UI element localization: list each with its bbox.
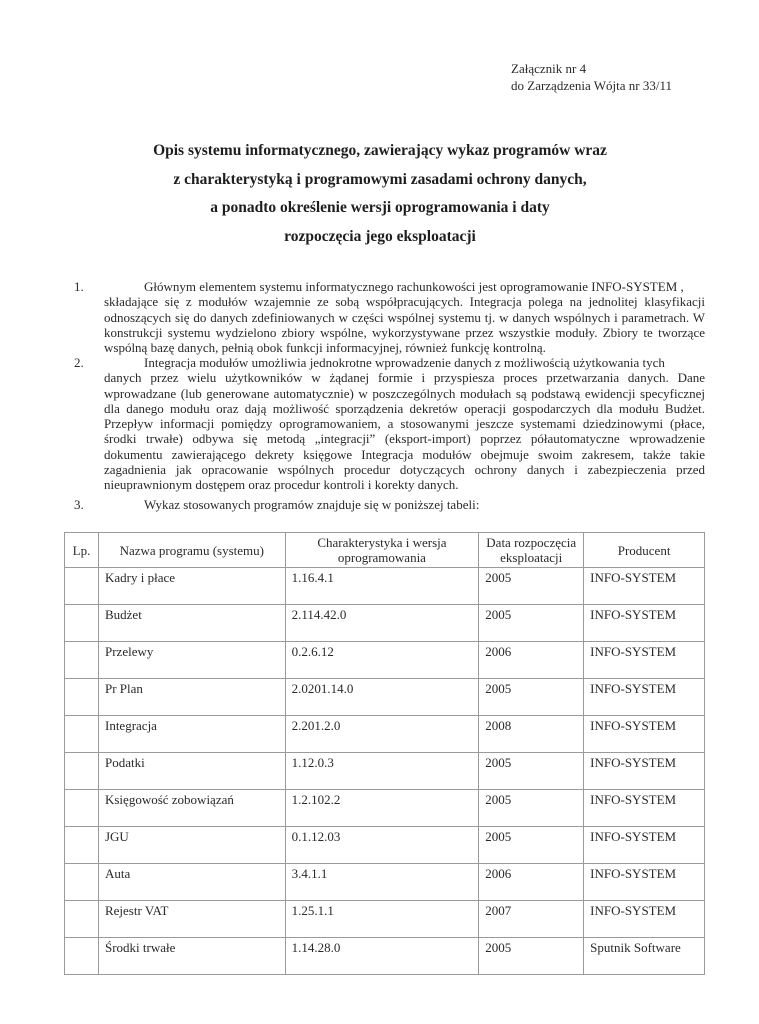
cell-program-name: Rejestr VAT <box>98 901 285 938</box>
cell-start-date: 2006 <box>479 642 584 679</box>
annex-line-1: Załącznik nr 4 <box>511 61 587 76</box>
cell-producer: INFO-SYSTEM <box>584 568 705 605</box>
table-row <box>65 605 705 642</box>
annex-line-2: do Zarządzenia Wójta nr 33/11 <box>511 78 672 93</box>
cell-start-date: 2005 <box>479 753 584 790</box>
paragraph-number: 1. <box>74 279 84 294</box>
cell-program-name: Budżet <box>98 605 285 642</box>
table-row <box>65 642 705 679</box>
cell-version: 2.201.2.0 <box>285 716 479 753</box>
title-line-2: z charakterystyką i programowymi zasadami ochrony danych, <box>173 170 587 188</box>
paragraph-text: składające się z modułów wzajemnie ze sobą współpracujących. Integracja polega na jednolitej klasyfikacji odnoszących się do danych zdefiniowanych w części wspólnej systemu tj. w danych wspólnych i parametrach. W konstrukcji systemu wydzielono zbiory wspólne, wykorzystywane przez wszystkie moduły. Zbiory te tworzące wspólną bazę danych, pełnią obok funkcji informacyjnej, również funkcję kontrolną. <box>104 294 705 356</box>
cell-version: 0.2.6.12 <box>285 642 479 679</box>
header-version: Charakterystyka i wersja oprogramowania <box>285 533 479 568</box>
paragraph-text: danych przez wielu użytkowników w żądanej formie i przyspiesza proces przetwarzania danych. Dane wprowadzane (lub generowane automatycznie) w poszczególnych modułach są podstawą ewidencji specyficznej dla danego modułu oraz dają możliwość sporządzenia dekretów operacji gospodarczych dla modułu Budżet. Przepływ informacji pomiędzy oprogramowaniem, a stosowanymi jeszcze systemami dziedzinowymi (płace, środki trwałe) odbywa się metodą „integracji” (eksport-import) poprzez półautomatyczne wprowadzenie dokumentu zawierającego dekrety księgowe Integracja modułów obejmuje swoim zakresem, także takie zagadnienia jak opracowanie wspólnych procedur dotyczących ochrony danych i zabezpieczenia przed nieuprawnionym dostępem oraz procedur kontroli i korekty danych. <box>104 370 705 493</box>
cell-program-name: Podatki <box>98 753 285 790</box>
cell-lp <box>65 790 99 827</box>
cell-version: 1.16.4.1 <box>285 568 479 605</box>
cell-lp <box>65 716 99 753</box>
cell-producer: INFO-SYSTEM <box>584 790 705 827</box>
cell-producer: INFO-SYSTEM <box>584 827 705 864</box>
table-row <box>65 790 705 827</box>
title-line-4: rozpoczęcia jego eksploatacji <box>284 227 476 245</box>
cell-producer: INFO-SYSTEM <box>584 864 705 901</box>
cell-program-name: JGU <box>98 827 285 864</box>
cell-producer: INFO-SYSTEM <box>584 716 705 753</box>
cell-lp <box>65 568 99 605</box>
header-start-date: Data rozpoczęcia eksploatacji <box>479 533 584 568</box>
table-row <box>65 827 705 864</box>
cell-program-name: Przelewy <box>98 642 285 679</box>
annex-reference <box>511 60 672 94</box>
cell-producer: INFO-SYSTEM <box>584 753 705 790</box>
table-row <box>65 901 705 938</box>
cell-version: 1.25.1.1 <box>285 901 479 938</box>
paragraph-first-line: Integracja modułów umożliwia jednokrotne wprowadzenie danych z możliwością użytkowania tych <box>144 355 665 370</box>
cell-version: 2.0201.14.0 <box>285 679 479 716</box>
header-lp: Lp. <box>65 533 99 568</box>
table-row <box>65 864 705 901</box>
cell-start-date: 2005 <box>479 679 584 716</box>
table-row <box>65 568 705 605</box>
paragraph-number: 2. <box>74 355 84 370</box>
cell-version: 1.2.102.2 <box>285 790 479 827</box>
cell-program-name: Auta <box>98 864 285 901</box>
cell-version: 2.114.42.0 <box>285 605 479 642</box>
paragraph-number: 3. <box>74 497 84 512</box>
paragraph-2 <box>74 355 705 493</box>
cell-lp <box>65 901 99 938</box>
table-row <box>65 716 705 753</box>
paragraph-3 <box>74 497 705 512</box>
cell-producer: INFO-SYSTEM <box>584 679 705 716</box>
cell-program-name: Kadry i płace <box>98 568 285 605</box>
cell-lp <box>65 938 99 975</box>
paragraph-first-line: Wykaz stosowanych programów znajduje się w poniższej tabeli: <box>144 497 480 512</box>
header-producer: Producent <box>584 533 705 568</box>
header-program-name: Nazwa programu (systemu) <box>98 533 285 568</box>
cell-version: 0.1.12.03 <box>285 827 479 864</box>
cell-producer: INFO-SYSTEM <box>584 605 705 642</box>
paragraph-first-line: Głównym elementem systemu informatycznego rachunkowości jest oprogramowanie INFO-SYSTEM , <box>144 279 684 294</box>
table-row <box>65 753 705 790</box>
cell-lp <box>65 605 99 642</box>
cell-program-name: Księgowość zobowiązań <box>98 790 285 827</box>
cell-program-name: Integracja <box>98 716 285 753</box>
cell-lp <box>65 679 99 716</box>
cell-version: 3.4.1.1 <box>285 864 479 901</box>
cell-producer: Sputnik Software <box>584 938 705 975</box>
document-title <box>100 137 660 251</box>
cell-start-date: 2005 <box>479 605 584 642</box>
cell-version: 1.14.28.0 <box>285 938 479 975</box>
cell-program-name: Środki trwałe <box>98 938 285 975</box>
cell-start-date: 2007 <box>479 901 584 938</box>
cell-lp <box>65 753 99 790</box>
title-line-1: Opis systemu informatycznego, zawierający wykaz programów wraz <box>153 142 607 159</box>
cell-start-date: 2005 <box>479 790 584 827</box>
cell-start-date: 2008 <box>479 716 584 753</box>
table-header-row <box>65 533 705 568</box>
cell-start-date: 2005 <box>479 568 584 605</box>
table-row <box>65 938 705 975</box>
paragraph-1 <box>74 279 705 356</box>
table-row <box>65 679 705 716</box>
programs-table <box>64 532 705 975</box>
cell-start-date: 2005 <box>479 938 584 975</box>
cell-start-date: 2006 <box>479 864 584 901</box>
cell-lp <box>65 864 99 901</box>
cell-lp <box>65 642 99 679</box>
cell-producer: INFO-SYSTEM <box>584 901 705 938</box>
cell-version: 1.12.0.3 <box>285 753 479 790</box>
cell-lp <box>65 827 99 864</box>
cell-producer: INFO-SYSTEM <box>584 642 705 679</box>
cell-program-name: Pr Plan <box>98 679 285 716</box>
cell-start-date: 2005 <box>479 827 584 864</box>
title-line-3: a ponadto określenie wersji oprogramowania i daty <box>210 199 550 216</box>
